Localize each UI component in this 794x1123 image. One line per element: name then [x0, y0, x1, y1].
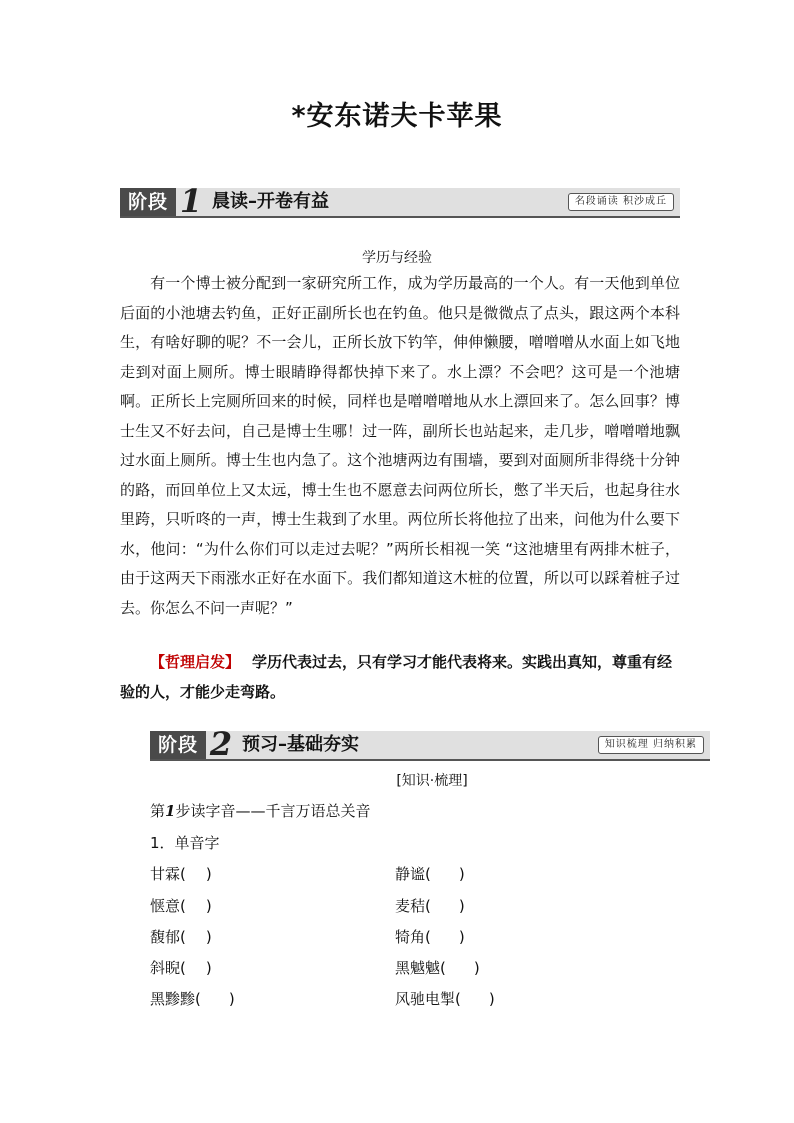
word-left-4: 斜睨( ) [150, 959, 212, 977]
step-text: 步读字音——千言万语总关音 [175, 802, 371, 820]
section-tag: 名段诵读 积沙成丘 [568, 193, 674, 211]
stage-number: 2 [209, 725, 233, 763]
word-left-1: 甘霖( ) [150, 865, 212, 883]
word-left-5: 黑黪黪( ) [150, 990, 235, 1008]
section-title: 晨读–开卷有益 [212, 191, 329, 212]
insight-text: 学历代表过去，只有学习才能代表将来。实践出真知，尊重有经验的人，才能少走弯路。 [120, 653, 673, 701]
knowledge-heading: [知识·梳理] [396, 773, 468, 789]
word-right-1: 静谧( ) [395, 865, 465, 883]
section-banner-1 [120, 182, 680, 220]
word-right-4: 黑魆魆( ) [395, 959, 480, 977]
story-body [120, 269, 680, 623]
step-heading [150, 800, 370, 821]
word-right-3: 犄角( ) [395, 928, 465, 946]
insight-block [120, 648, 680, 707]
section-banner-2 [150, 725, 710, 763]
step-prefix: 第 [150, 802, 166, 820]
step-number: 1 [165, 802, 176, 820]
story-title: 学历与经验 [362, 250, 432, 266]
insight-label: 【哲理启发】 [150, 653, 241, 671]
stage-label: 阶段 [120, 188, 176, 216]
word-right-2: 麦秸( ) [395, 897, 465, 915]
single-char-heading: 1．单音字 [150, 834, 220, 852]
story-text: 有一个博士被分配到一家研究所工作，成为学历最高的一个人。有一天他到单位后面的小池塘去钓鱼，正好正副所长也在钓鱼。他只是微微点了点头，跟这两个本科生，有啥好聊的呢？不一会儿，正所长放下钓竿，伸伸懒腰，噌噌噌从水面上如飞地走到对面上厕所。博士眼睛睁得都快掉下来了。水上漂？不会吧？这可是一个池塘啊。正所长上完厕所回来的时候，同样也是噌噌噌地从水上漂回来了。怎么回事？博士生又不好去问，自己是博士生哪！过一阵，副所长也站起来，走几步，噌噌噌地飘过水面上厕所。博士生也内急了。这个池塘两边有围墙，要到对面厕所非得绕十分钟的路，而回单位上又太远，博士生也不愿意去问两位所长，憋了半天后，也起身往水里跨，只听咚的一声，博士生栽到了水里。两位所长将他拉了出来，问他为什么要下水，他问：“为什么你们可以走过去呢？”两所长相视一笑 “这池塘里有两排木桩子，由于这两天下雨涨水正好在水面下。我们都知道这木桩的位置，所以可以踩着桩子过去。你怎么不问一声呢？” [120, 274, 680, 617]
word-left-3: 馥郁( ) [150, 928, 212, 946]
section-title: 预习–基础夯实 [242, 734, 359, 755]
document-title: *安东诺夫卡苹果 [291, 101, 503, 132]
word-right-5: 风驰电掣( ) [395, 990, 495, 1008]
stage-number: 1 [179, 182, 203, 220]
stage-label: 阶段 [150, 731, 206, 759]
word-left-2: 惬意( ) [150, 897, 212, 915]
section-tag: 知识梳理 归纳积累 [598, 736, 704, 754]
